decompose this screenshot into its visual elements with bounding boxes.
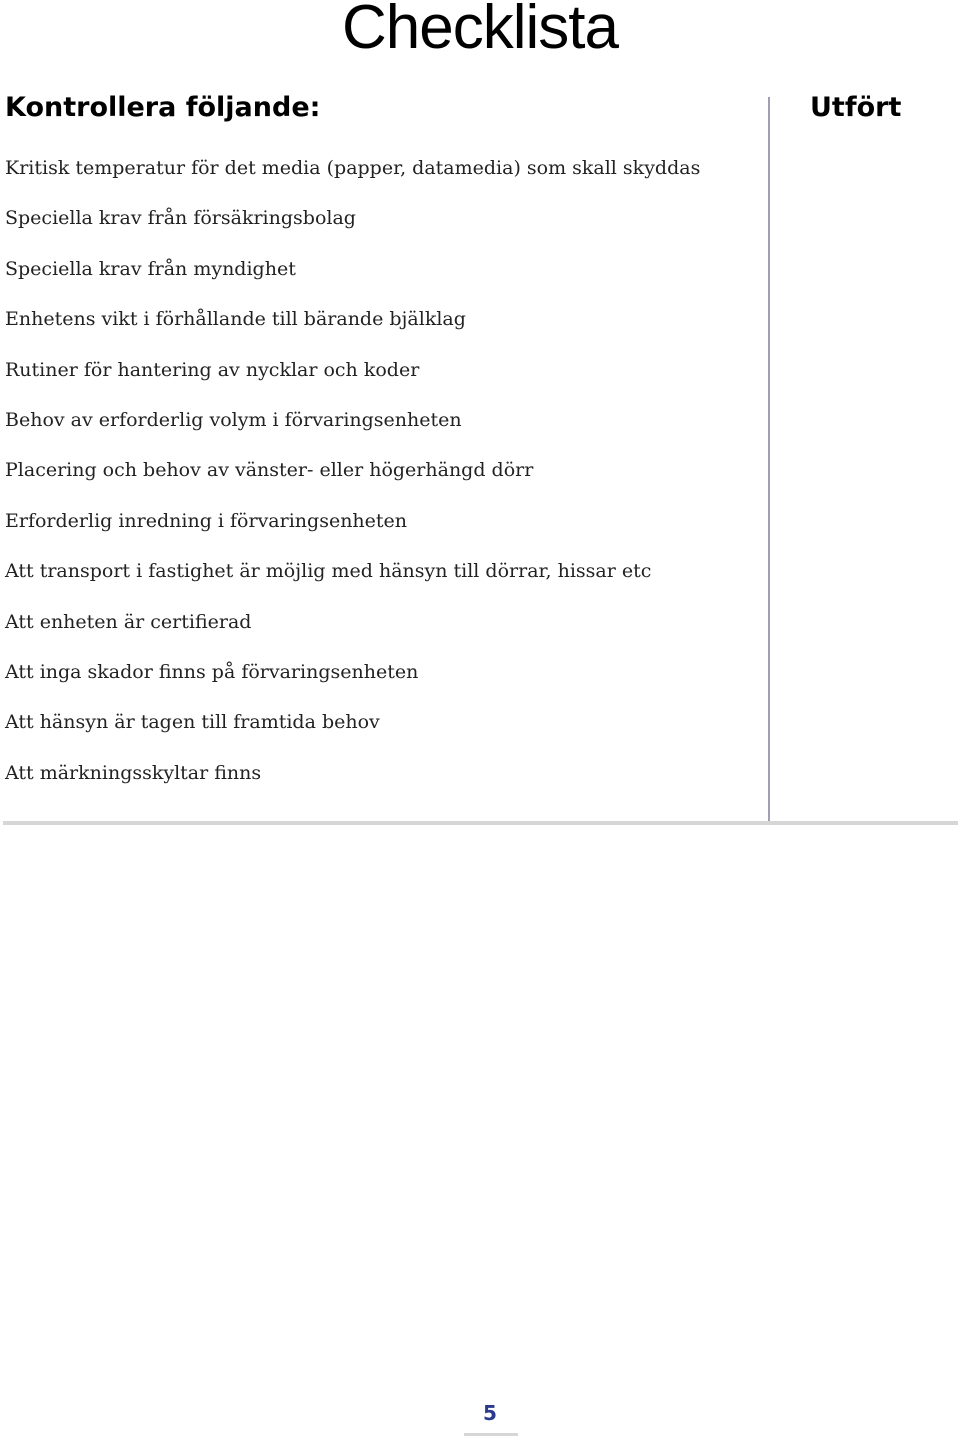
checklist (5, 151, 700, 806)
checklist-column-header: Kontrollera följande: (5, 92, 321, 123)
checklist-item: Att inga skador finns på förvaringsenheten (5, 660, 419, 683)
table-bottom-rule (3, 821, 958, 825)
checklist-item: Speciella krav från myndighet (5, 257, 296, 280)
column-divider (768, 97, 770, 821)
checklist-item: Att hänsyn är tagen till framtida behov (5, 711, 380, 734)
checklist-item: Placering och behov av vänster- eller högerhängd dörr (5, 459, 534, 482)
checklist-item: Behov av erforderlig volym i förvaringsenheten (5, 408, 462, 431)
checklist-item: Erforderlig inredning i förvaringsenheten (5, 509, 408, 532)
checklist-item: Kritisk temperatur för det media (papper, datamedia) som skall skyddas (5, 157, 701, 179)
checklist-item: Att transport i fastighet är möjlig med hänsyn till dörrar, hissar etc (5, 560, 652, 583)
checklist-item: Rutiner för hantering av nycklar och koder (5, 358, 420, 381)
checklist-item: Att märkningsskyltar finns (5, 761, 262, 784)
checklist-item: Att enheten är certifierad (5, 610, 252, 633)
checklist-item: Speciella krav från försäkringsbolag (5, 207, 356, 230)
page-title: Checklista (342, 0, 618, 62)
done-column-header: Utfört (810, 92, 902, 123)
checklist-item: Enhetens vikt i förhållande till bärande bjälklag (5, 308, 466, 331)
page-number: 5 (483, 1401, 497, 1425)
page-number-rule (464, 1433, 518, 1436)
